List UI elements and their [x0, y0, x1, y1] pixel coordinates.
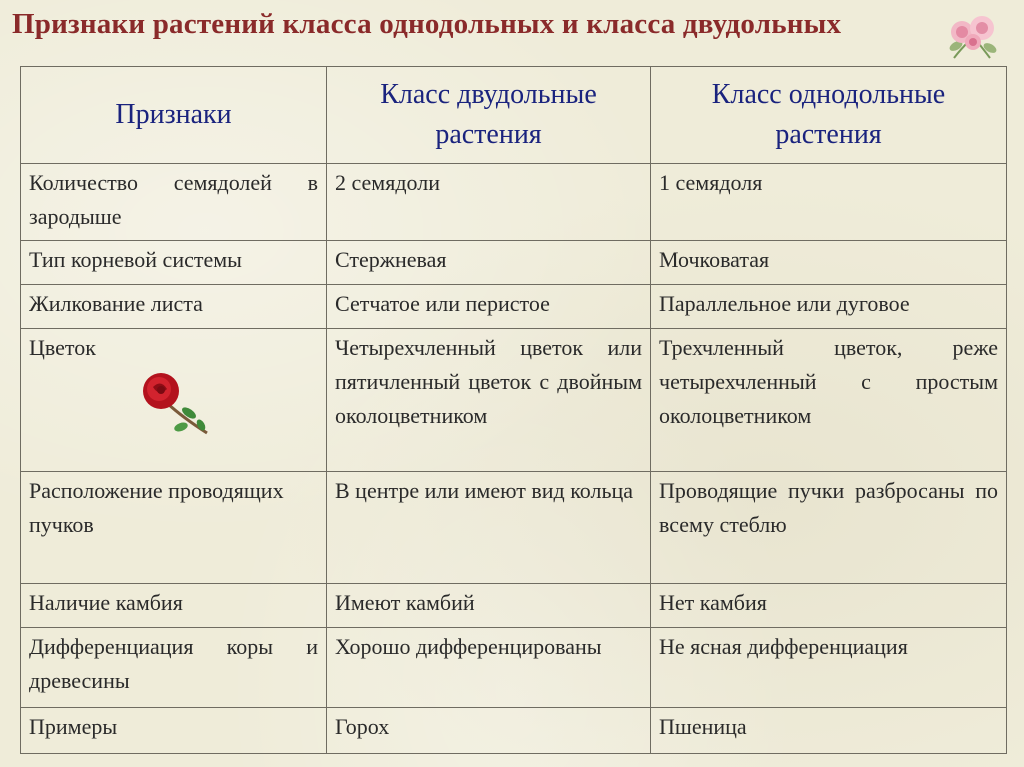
column-header-dicots: Класс двудольные растения — [327, 67, 651, 164]
dicots-cell: Имеют камбий — [327, 584, 651, 628]
column-header-traits: Признаки — [21, 67, 327, 164]
monocots-cell: Проводящие пучки разбросаны по всему стеблю — [651, 472, 1007, 584]
flower-bouquet-icon — [940, 10, 1006, 62]
trait-cell: Расположение проводящих пучков — [21, 472, 327, 584]
dicots-cell: В центре или имеют вид кольца — [327, 472, 651, 584]
monocots-cell: Не ясная дифференциация — [651, 628, 1007, 708]
table-row — [21, 472, 1007, 584]
table-row — [21, 329, 1007, 472]
dicots-cell: 2 семядоли — [327, 164, 651, 241]
table-row — [21, 241, 1007, 285]
monocots-cell: Трехчленный цветок, реже четырехчленный с простым околоцветником — [651, 329, 1007, 472]
monocots-cell: Нет камбия — [651, 584, 1007, 628]
rose-icon — [137, 369, 217, 441]
column-header-monocots: Класс однодольные растения — [651, 67, 1007, 164]
traits-table — [20, 66, 1007, 754]
table-row — [21, 708, 1007, 754]
monocots-cell: 1 семядоля — [651, 164, 1007, 241]
monocots-cell: Мочковатая — [651, 241, 1007, 285]
table-row — [21, 164, 1007, 241]
dicots-cell: Сетчатое или перистое — [327, 285, 651, 329]
dicots-cell: Четырехчленный цветок или пятичленный цветок с двойным околоцветником — [327, 329, 651, 472]
trait-cell: Дифференциация коры и древесины — [21, 628, 327, 708]
trait-cell: Жилкование листа — [21, 285, 327, 329]
trait-cell: Тип корневой системы — [21, 241, 327, 285]
trait-cell-flower — [21, 329, 327, 472]
table-row — [21, 584, 1007, 628]
trait-label: Цветок — [29, 335, 96, 360]
monocots-cell: Параллельное или дуговое — [651, 285, 1007, 329]
dicots-cell: Хорошо дифференцированы — [327, 628, 651, 708]
trait-cell: Количество семядолей в зародыше — [21, 164, 327, 241]
trait-cell: Примеры — [21, 708, 327, 754]
table-row — [21, 285, 1007, 329]
dicots-cell: Стержневая — [327, 241, 651, 285]
slide-title: Признаки растений класса однодольных и класса двудольных — [12, 8, 842, 40]
trait-cell: Наличие камбия — [21, 584, 327, 628]
table-header-row — [21, 67, 1007, 164]
dicots-cell: Горох — [327, 708, 651, 754]
table-row — [21, 628, 1007, 708]
monocots-cell: Пшеница — [651, 708, 1007, 754]
